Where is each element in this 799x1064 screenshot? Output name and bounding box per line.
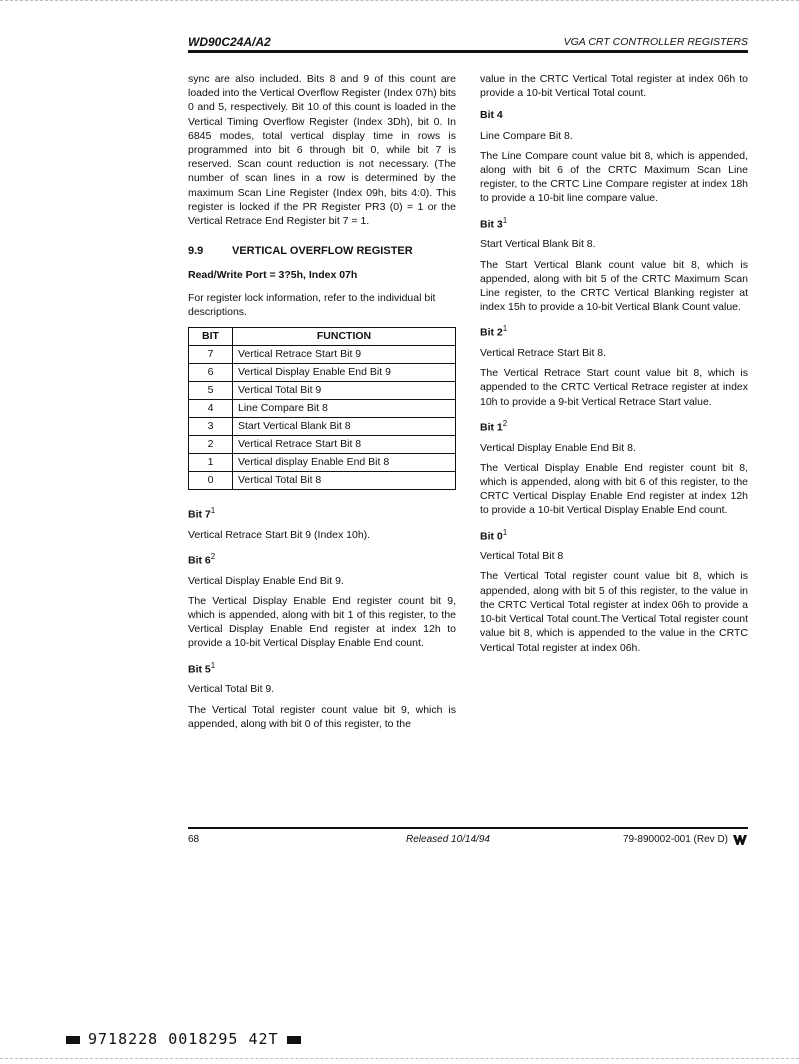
table-row [189,382,456,400]
right-column [480,72,748,661]
table-header-bit: BIT [189,328,233,346]
bit4-description: The Line Compare count value bit 8, which is appended, along with bit 6 of the CRTC Maximum Scan Line register, to the CRTC Line Compare register at index 18h to provide a 10-bit line compare value. [480,149,748,205]
table-row [189,472,456,490]
section-title: VERTICAL OVERFLOW REGISTER [232,245,413,258]
table-header-function: FUNCTION [233,328,456,346]
bit3-title: Bit 3 [480,218,503,231]
page-number: 68 [188,834,200,845]
bit7-heading [188,504,456,522]
bit0-heading [480,526,748,544]
table-cell-function: Vertical Total Bit 9 [233,382,456,400]
table-cell-function: Line Compare Bit 8 [233,400,456,418]
bit0-description: The Vertical Total register count value bit 8, which is appended, along with bit 5 of this register, to the value in the CRTC Vertical Total register at index 06h to provide a 10-bit Vertical Total count.The Vertical Total register count value bit 8, which is appended to the value in the CRTC Vertical Total register at index 06h. [480,570,748,654]
table-row [189,436,456,454]
footer-rule [188,827,748,829]
table-cell-bit: 0 [189,472,233,490]
bit1-name: Vertical Display Enable End Bit 8. [480,441,636,454]
bit1-footnote: 2 [502,418,508,428]
bit2-name: Vertical Retrace Start Bit 8. [480,347,607,360]
page-header [188,33,748,51]
section-number: 9.9 [188,245,204,258]
intro-paragraph: sync are also included. Bits 8 and 9 of this count are loaded into the Vertical Overflow Register (Index 07h) bits 0 and 5, respectively. Bit 10 of this count is loaded in the Vertical Timing Overflow Register (Index 3Dh), bit 0. In 6845 modes, total vertical display time in rows is programmed into bit 6 through bit 0, while bit 7 is reserved. Scan count reduction is not necessary. (The number of scan lines in a row is determined by the maximum Scan Line Register (Index 09h, bits 4:0). This register is locked if the PR Register PR3 (0) = 1 or the Vertical Retrace End Register bit 7 = 1. [188,73,456,228]
bit7-name: Vertical Retrace Start Bit 9 (Index 10h). [188,528,371,541]
bit5-footnote: 1 [210,660,216,670]
bit2-description: The Vertical Retrace Start count value bit 8, which is appended to the CRTC Vertical Retrace register at index 10h to provide a 9-bit Vertical Retrace Start value. [480,367,748,408]
table-cell-bit: 3 [189,418,233,436]
bit3-heading [480,214,748,232]
table-cell-bit: 4 [189,400,233,418]
scan-block-left [66,1036,80,1044]
register-bit-table [188,327,456,490]
table-cell-bit: 6 [189,364,233,382]
document-number: 79-890002-001 (Rev D) [622,834,728,845]
scan-code-text: 9718228 0018295 42T [88,1030,279,1048]
table-header-row [189,328,456,346]
scan-code [58,1030,309,1048]
bit4-name: Line Compare Bit 8. [480,129,573,142]
wd-logo-icon [732,832,748,848]
bit5-heading [188,659,456,677]
left-column [188,72,456,737]
bit1-title: Bit 1 [480,421,503,434]
header-rule [188,50,748,53]
continued-paragraph: value in the CRTC Vertical Total register at index 06h to provide a 10-bit Vertical Total count. [480,73,748,100]
table-cell-function: Vertical Total Bit 8 [233,472,456,490]
bit6-footnote: 2 [210,551,216,561]
bit6-description: The Vertical Display Enable End register count bit 9, which is appended, along with bit 1 of this register, to the Vertical Display Enable End register at index 12h to provide a 10-bit Vertical Display Enable End count. [188,594,456,650]
bit0-footnote: 1 [502,527,508,537]
bit7-footnote: 1 [210,506,216,516]
table-cell-function: Vertical Retrace Start Bit 8 [233,436,456,454]
release-date: Released 10/14/94 [406,834,490,845]
bit3-footnote: 1 [502,215,508,225]
bit5-name: Vertical Total Bit 9. [188,683,275,696]
bit4-heading [480,108,748,122]
bit6-title: Bit 6 [188,554,211,567]
bit0-name: Vertical Total Bit 8 [480,550,564,563]
header-part-number: WD90C24A/A2 [188,35,271,49]
scan-block-right [287,1036,301,1044]
table-cell-bit: 2 [189,436,233,454]
table-row [189,454,456,472]
bottom-scan-rule [0,1058,799,1061]
bit6-heading [188,550,456,568]
table-row [189,346,456,364]
bit7-title: Bit 7 [188,508,211,521]
top-scan-rule [0,0,799,3]
table-cell-bit: 1 [189,454,233,472]
table-row [189,400,456,418]
table-row [189,364,456,382]
table-cell-function: Start Vertical Blank Bit 8 [233,418,456,436]
section-heading [188,244,456,258]
bit4-title: Bit 4 [480,109,503,122]
bit5-description: The Vertical Total register count value bit 9, which is appended, along with bit 0 of this register, to the [188,703,456,730]
table-cell-function: Vertical Display Enable End Bit 9 [233,364,456,382]
port-info: Read/Write Port = 3?5h, Index 07h [188,269,358,282]
header-section-title: VGA CRT CONTROLLER REGISTERS [563,36,748,48]
bit2-footnote: 1 [502,324,508,334]
bit3-name: Start Vertical Blank Bit 8. [480,238,596,251]
table-row [189,418,456,436]
table-cell-bit: 7 [189,346,233,364]
table-cell-function: Vertical Retrace Start Bit 9 [233,346,456,364]
bit3-description: The Start Vertical Blank count value bit 8, which is appended, along with bit 5 of the CRTC Maximum Scan Line register, to the CRTC Vertical Blanking register at index 15h to provide a 10-bit Vertical Blank Count value. [480,258,748,314]
bit5-title: Bit 5 [188,663,211,676]
bit1-heading [480,417,748,435]
bit6-name: Vertical Display Enable End Bit 9. [188,574,344,587]
page-footer [188,834,748,850]
bit0-title: Bit 0 [480,530,503,543]
lock-note: For register lock information, refer to the individual bit descriptions. [188,291,436,318]
table-cell-function: Vertical display Enable End Bit 8 [233,454,456,472]
table-cell-bit: 5 [189,382,233,400]
bit2-title: Bit 2 [480,326,503,339]
bit2-heading [480,322,748,340]
bit1-description: The Vertical Display Enable End register count bit 8, which is appended, along with bit 6 of this register, to the CRTC Vertical Display Enable End register at index 12h to provide a 10-bit Vertical Display Enable End count. [480,461,748,517]
